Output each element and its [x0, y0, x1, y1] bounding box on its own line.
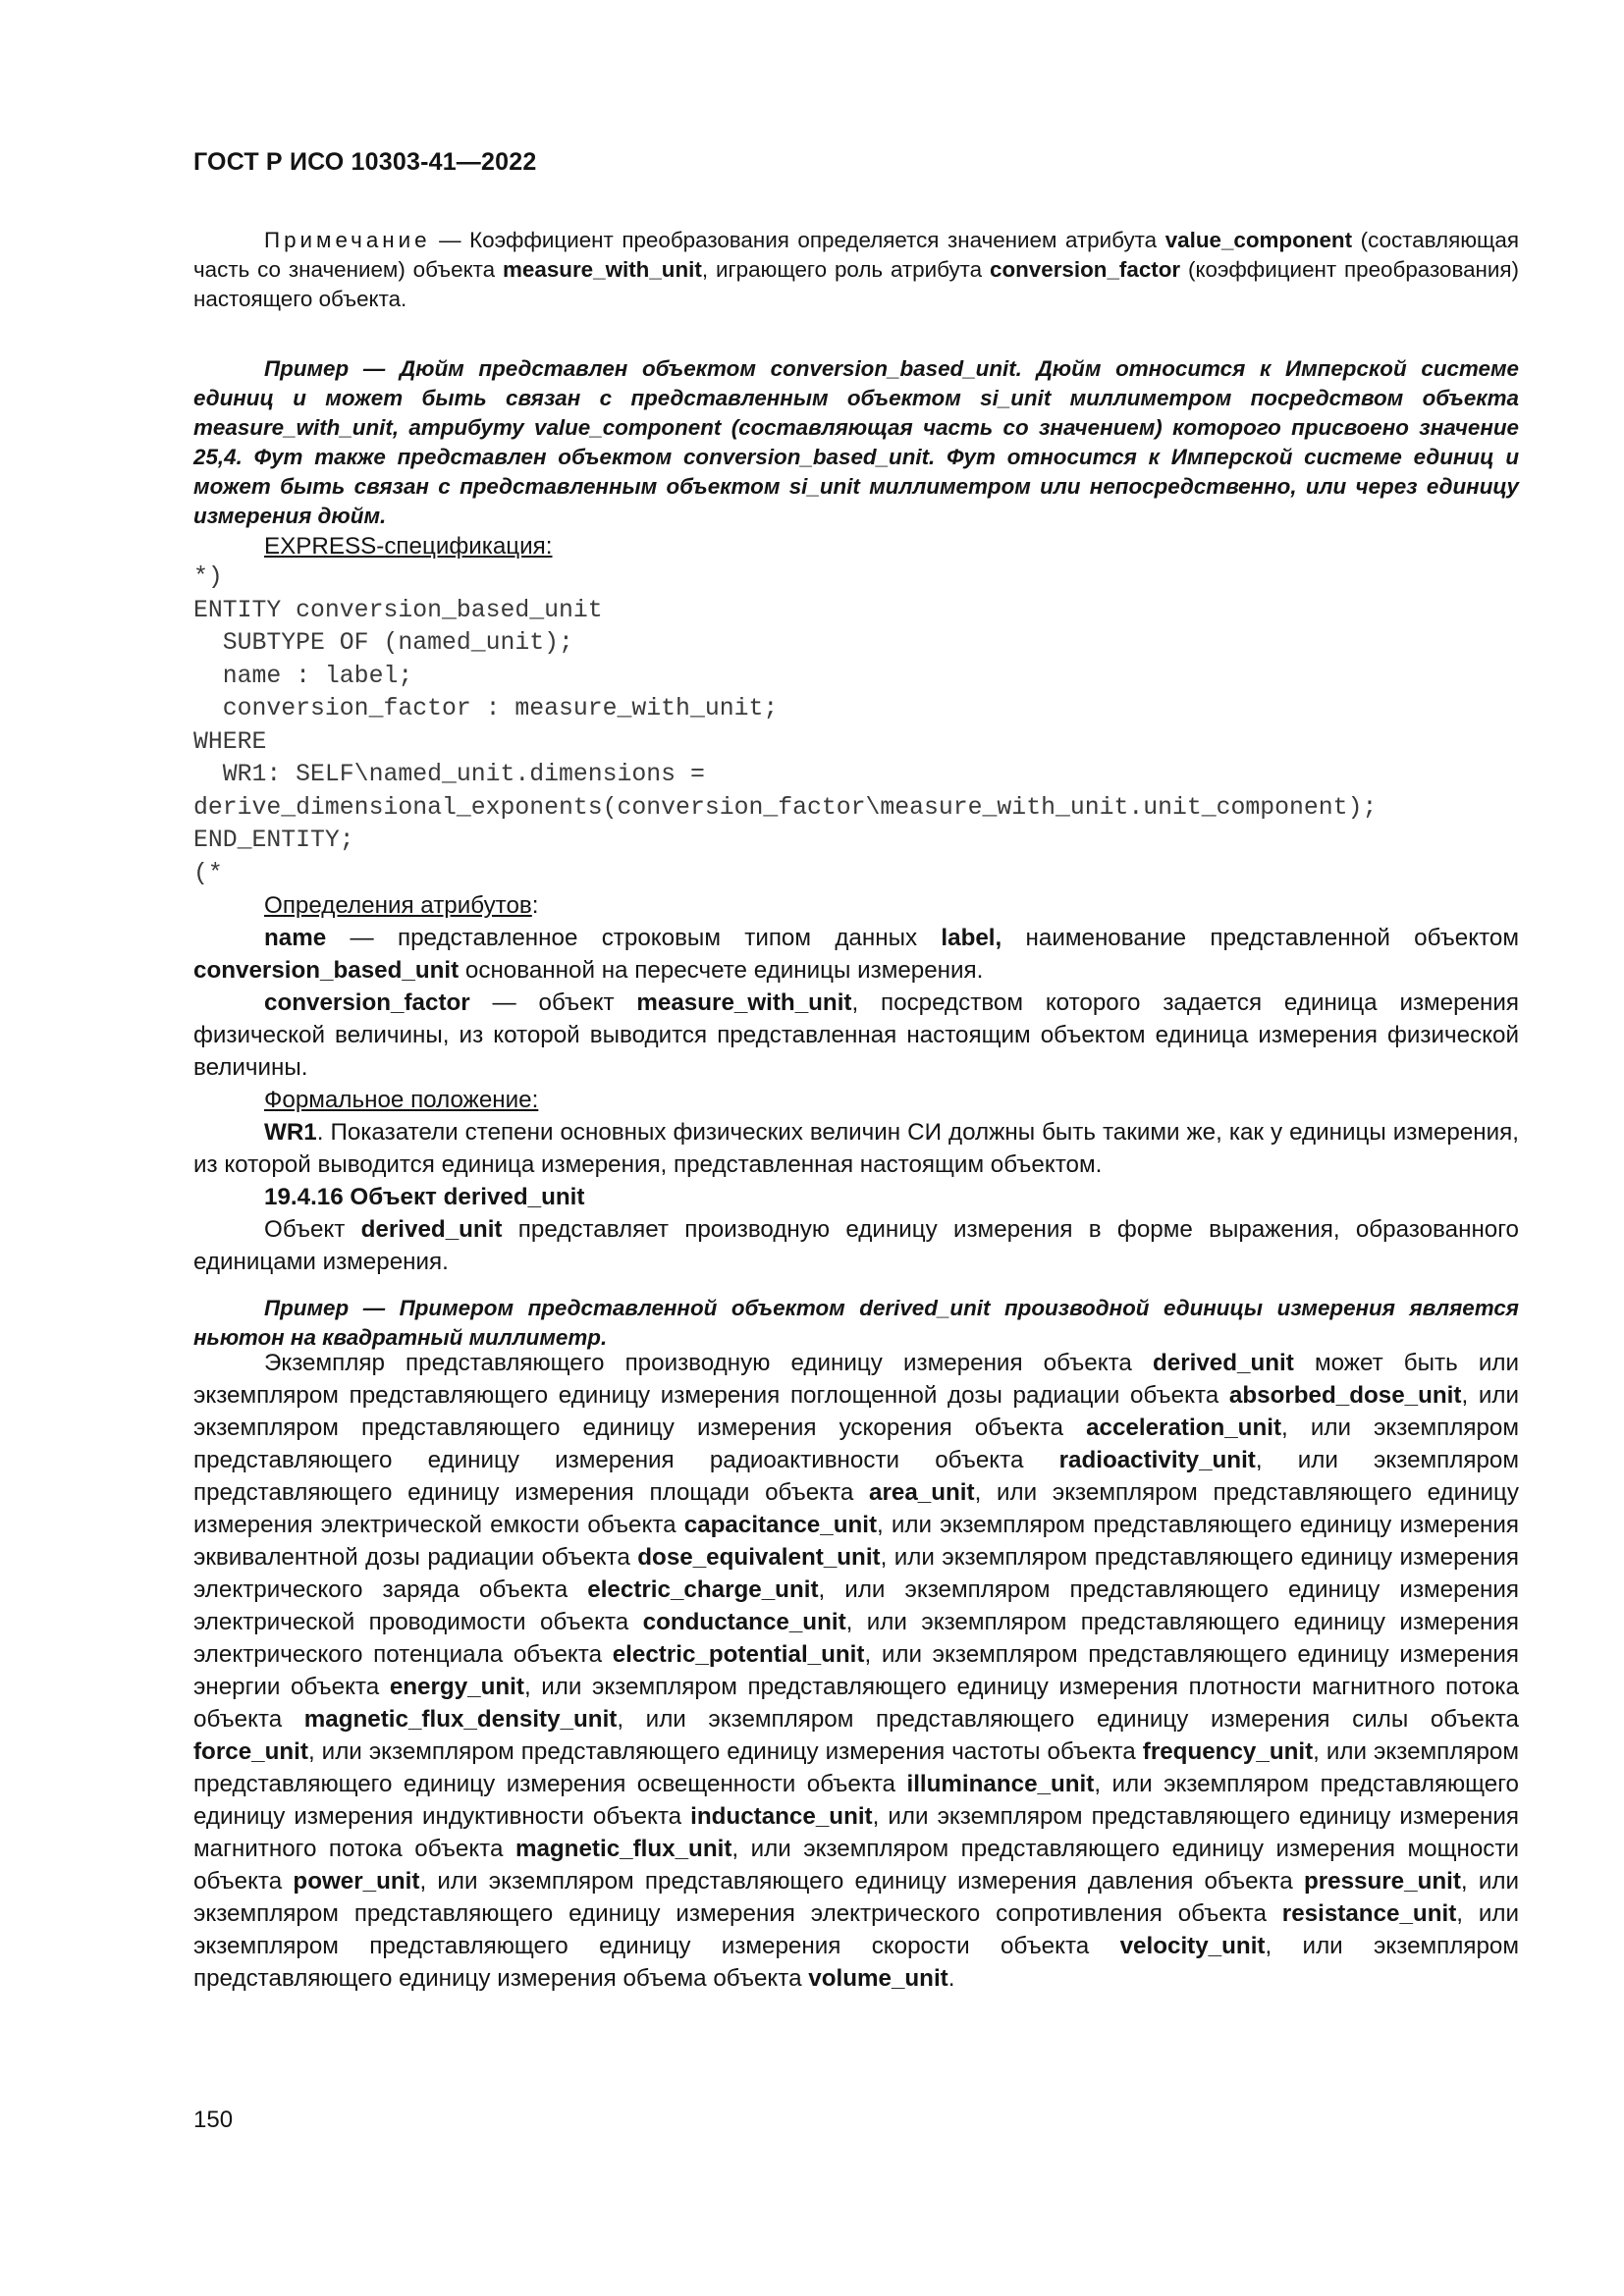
entity-name: area_unit	[869, 1479, 975, 1506]
code-line: derive_dimensional_exponents(conversion_factor\measure_with_unit.unit_component);	[193, 793, 1378, 822]
body-text: , или экземпляром представляющего единицу измерения магнитного потока объекта	[193, 1803, 1519, 1862]
entity-name: force_unit	[193, 1738, 308, 1765]
page-number: 150	[193, 2107, 234, 2133]
entity-name: frequency_unit	[1142, 1738, 1314, 1765]
code-line: *)	[193, 563, 223, 591]
body-text: , или экземпляром представляющего единицу измерения площади объекта	[193, 1447, 1519, 1506]
code-line: (*	[193, 859, 223, 887]
entity-name: electric_charge_unit	[587, 1576, 819, 1603]
section-intro: Объект derived_unit представляет производную единицу измерения в форме выражения, образованного единицами измерения.	[193, 1216, 1519, 1275]
entity-name: electric_potential_unit	[612, 1641, 865, 1668]
body-text: .	[947, 1965, 955, 1992]
attribute-name-definition: name — представленное строковым типом данных label, наименование представленной объектом conversion_based_unit основанной на пересчете единицы измерения.	[193, 925, 1519, 984]
body-text: , или экземпляром представляющего единицу измерения электрического сопротивления объекта	[193, 1868, 1520, 1927]
attribute-conversion-factor-definition: conversion_factor — объект measure_with_unit, посредством которого задается единица измерения физической величины, из которой выводится представленная настоящим объектом единица измерения физической величины.	[193, 989, 1520, 1081]
note-paragraph: Примечание — Коэффициент преобразования определяется значением атрибута value_component (составляющая часть со значением) объекта measure_with_unit, играющего роль атрибута conversion_factor (коэффициент преобразования) настоящего объекта.	[193, 228, 1519, 311]
code-line: WR1: SELF\named_unit.dimensions =	[193, 761, 705, 788]
body-text: , или экземпляром представляющего единицу измерения объема объекта	[193, 1933, 1519, 1992]
example-conversion-based-unit: Пример — Дюйм представлен объектом conversion_based_unit. Дюйм относится к Имперской системе единиц и может быть связан с представленным объектом si_unit миллиметром посредством объекта measure_with_unit, атрибуту value_component (составляющая часть со значением) которого присвоено значение 25,4. Фут также представлен объектом conversion_based_unit. Фут относится к Имперской системе единиц и может быть связан с представленным объектом si_unit миллиметром или непосредственно, или через единицу измерения дюйм.	[193, 356, 1519, 529]
attribute-definitions	[193, 889, 1519, 1278]
body-text: , или экземпляром представляющего единицу измерения энергии объекта	[193, 1641, 1519, 1700]
body-text: , или экземпляром представляющего единицу измерения электрической емкости объекта	[193, 1479, 1519, 1538]
body-paragraph	[193, 1347, 1519, 1995]
document-header: ГОСТ Р ИСО 10303-41—2022	[193, 148, 537, 176]
derived-unit-body	[193, 1347, 1519, 1995]
body-text: , или экземпляром представляющего единицу измерения частоты объекта	[307, 1738, 1143, 1765]
entity-name: derived_unit	[1153, 1350, 1294, 1376]
entity-name: resistance_unit	[1281, 1900, 1457, 1927]
entity-name: inductance_unit	[690, 1803, 873, 1830]
body-text: Экземпляр представляющего производную единицу измерения объекта	[264, 1350, 1153, 1376]
entity-name: absorbed_dose_unit	[1228, 1382, 1462, 1409]
code-line: WHERE	[193, 727, 267, 756]
body-text: , или экземпляром представляющего единицу измерения плотности магнитного потока объекта	[193, 1674, 1519, 1733]
body-text: , или экземпляром представляющего единицу измерения эквивалентной дозы радиации объекта	[193, 1512, 1519, 1571]
entity-name: acceleration_unit	[1086, 1415, 1282, 1441]
code-line: ENTITY conversion_based_unit	[193, 596, 603, 624]
entity-name: capacitance_unit	[683, 1512, 878, 1538]
code-line: END_ENTITY;	[193, 827, 354, 854]
example-derived-unit: Пример — Примером представленной объектом derived_unit производной единицы измерения является ньютон на квадратный миллиметр.	[193, 1296, 1519, 1351]
body-text: , или экземпляром представляющего единицу измерения ускорения объекта	[193, 1382, 1519, 1441]
entity-name: energy_unit	[389, 1674, 524, 1700]
body-text: , или экземпляром представляющего единицу измерения индуктивности объекта	[193, 1771, 1520, 1830]
body-text: , или экземпляром представляющего единицу измерения электрического заряда объекта	[193, 1544, 1519, 1603]
body-text: , или экземпляром представляющего единицу измерения радиоактивности объекта	[193, 1415, 1519, 1473]
formal-wr1: WR1. Показатели степени основных физических величин СИ должны быть такими же, как у единицы измерения, из которой выводится единица измерения, представленная настоящим объектом.	[193, 1119, 1519, 1178]
body-text: , или экземпляром представляющего единицу измерения электрического потенциала объекта	[193, 1609, 1519, 1668]
body-text: , или экземпляром представляющего единицу измерения электрической проводимости объекта	[193, 1576, 1519, 1635]
note-label: Примечание	[264, 228, 431, 252]
body-text: , или экземпляром представляющего единицу измерения мощности объекта	[193, 1836, 1519, 1895]
entity-name: radioactivity_unit	[1058, 1447, 1256, 1473]
body-text: , или экземпляром представляющего единицу измерения силы объекта	[617, 1706, 1519, 1733]
entity-name: velocity_unit	[1119, 1933, 1266, 1959]
entity-name: illuminance_unit	[906, 1771, 1095, 1797]
entity-name: power_unit	[293, 1868, 420, 1895]
entity-name: volume_unit	[808, 1965, 948, 1992]
body-text: , или экземпляром представляющего единицу измерения скорости объекта	[193, 1900, 1519, 1959]
code-line: conversion_factor : measure_with_unit;	[193, 695, 779, 722]
express-heading: EXPRESS-спецификация:	[264, 533, 553, 560]
entity-name: dose_equivalent_unit	[637, 1544, 881, 1571]
code-line: SUBTYPE OF (named_unit);	[193, 629, 573, 657]
body-text: , или экземпляром представляющего единицу измерения освещенности объекта	[193, 1738, 1519, 1797]
section-title: 19.4.16 Объект derived_unit	[264, 1184, 585, 1210]
formal-heading: Формальное положение:	[264, 1087, 539, 1113]
code-line: name : label;	[193, 662, 413, 690]
entity-name: magnetic_flux_unit	[514, 1836, 732, 1862]
express-code-block	[193, 561, 1588, 890]
body-text: может быть или экземпляром представляющего единицу измерения поглощенной дозы радиации объекта	[193, 1350, 1519, 1409]
entity-name: conductance_unit	[642, 1609, 846, 1635]
entity-name: magnetic_flux_density_unit	[303, 1706, 618, 1733]
entity-name: pressure_unit	[1303, 1868, 1461, 1895]
body-text: , или экземпляром представляющего единицу измерения давления объекта	[419, 1868, 1304, 1895]
attributes-heading: Определения атрибутов:	[264, 892, 539, 919]
